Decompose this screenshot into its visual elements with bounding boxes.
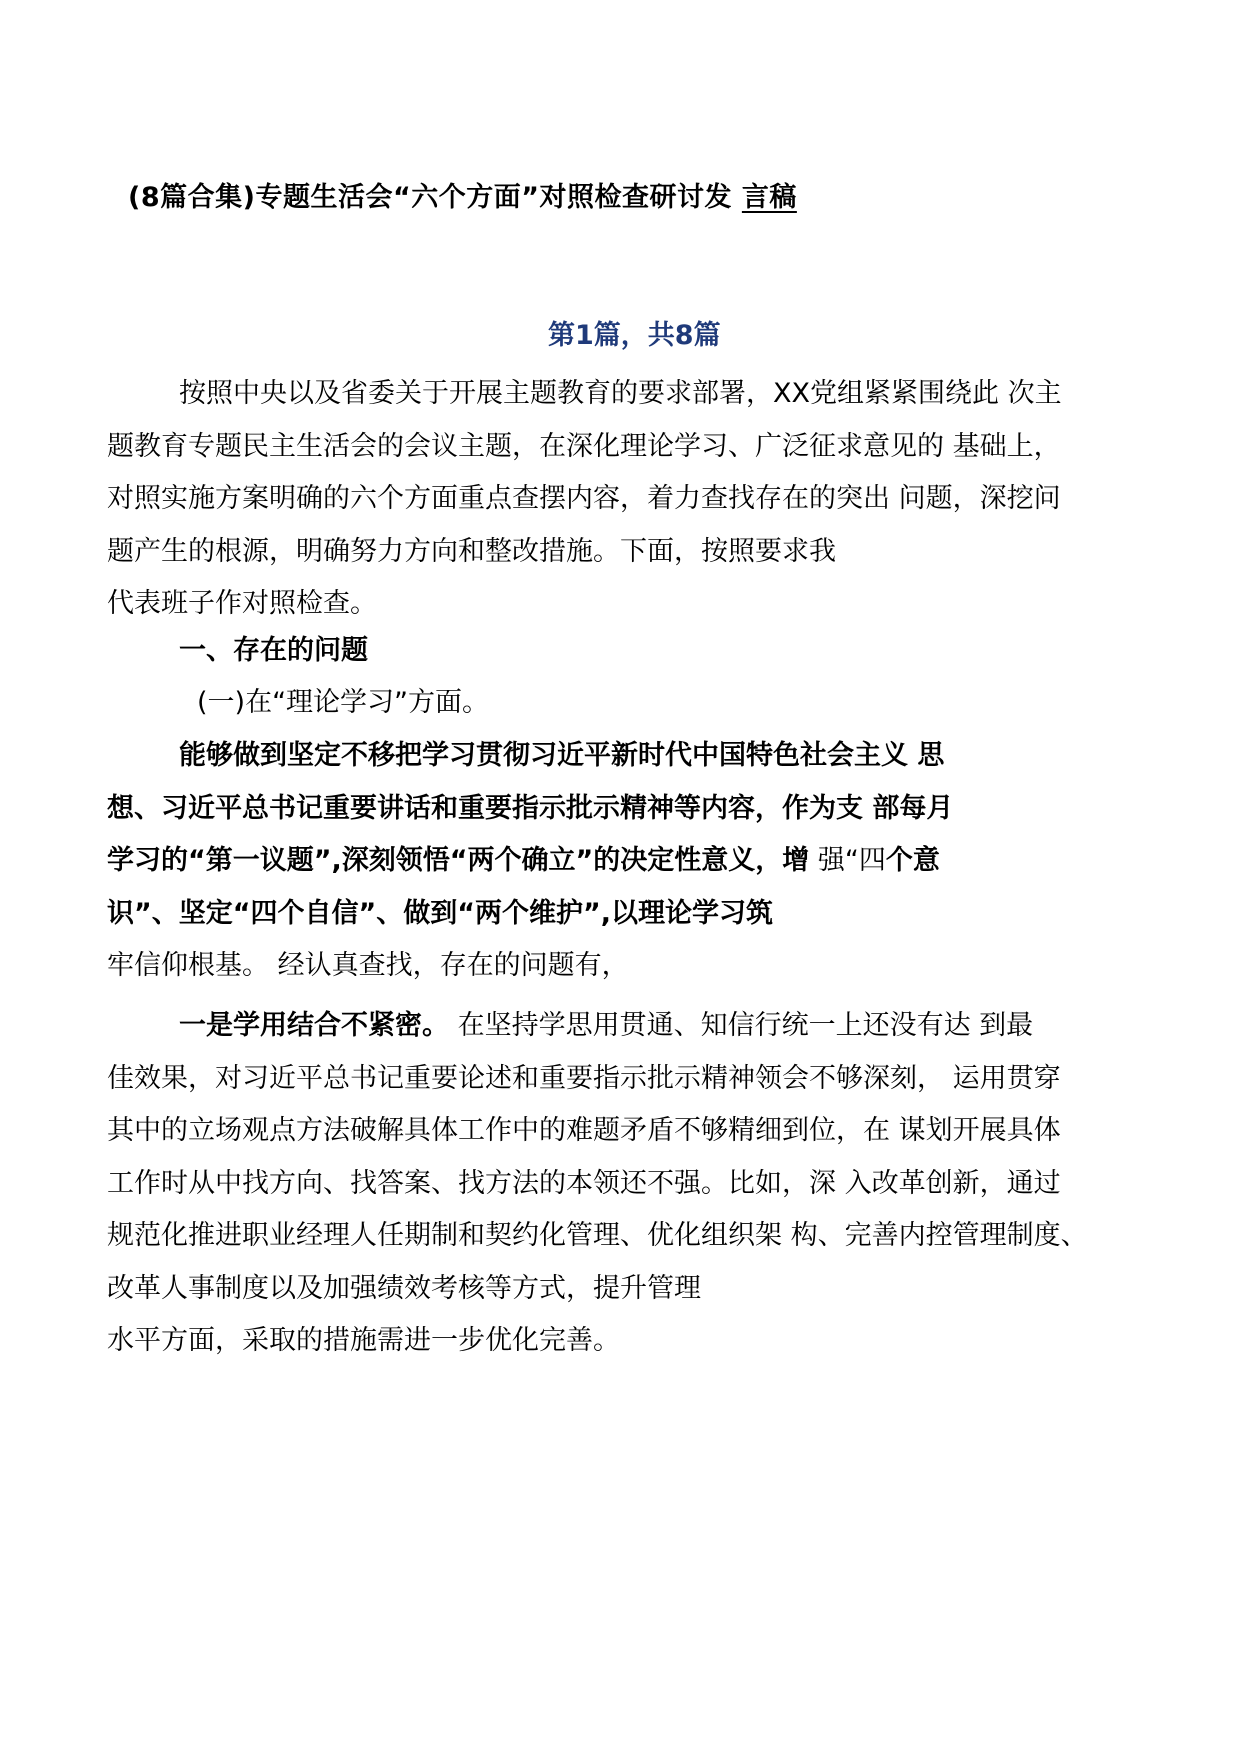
theory-line-bold-part: 学习的“第一议题”,深刻领悟“两个确立”的决定性意义，增 [107,845,810,876]
document-title [128,180,797,216]
theory-line: 能够做到坚定不移把学习贯彻习近平新时代中国特色社会主义 思 [179,740,945,771]
intro-line: 题产生的根源，明确努力方向和整改措施。下面，按照要求我 [107,535,836,567]
subsection-heading: (一)在“理论学习”方面。 [197,687,490,718]
theory-line: 想、习近平总书记重要讲话和重要指示批示精神等内容，作为支 部每月 [107,792,954,824]
section-heading: 一、存在的问题 [179,635,368,666]
problem-line: 水平方面，采取的措施需进一步优化完善。 [107,1325,620,1356]
problem-line: 其中的立场观点方法破解具体工作中的难题矛盾不够精细到位，在 谋划开展具体 [107,1115,1061,1146]
theory-line: 牢信仰根基。 经认真查找，存在的问题有， [107,950,629,981]
problem-line: 佳效果，对习近平总书记重要论述和重要指示批示精神领会不够深刻， 运用贯穿 [107,1062,1061,1094]
document-title-tail: 言稿 [741,182,797,213]
theory-line-mixed [107,835,1147,888]
intro-line: 对照实施方案明确的六个方面重点查摆内容，着力查找存在的突出 问题，深挖问 [107,483,1061,514]
part-heading: 第1篇，共8篇 [548,320,721,351]
intro-line: 按照中央以及省委关于开展主题教育的要求部署，XX党组紧紧围绕此 次主 [179,378,1062,409]
document-title-gap [732,182,742,213]
problem-line: 规范化推进职业经理人任期制和契约化管理、优化组织架 构、完善内控管理制度、 [107,1220,1088,1251]
intro-paragraph [107,368,1147,631]
theory-paragraph [107,730,1147,993]
problem-line: 改革人事制度以及加强绩效考核等方式，提升管理 [107,1272,701,1304]
theory-line-bold-tail: 个意 [885,845,940,876]
intro-line: 代表班子作对照检查。 [107,588,377,619]
intro-line: 题教育专题民主生活会的会议主题，在深化理论学习、广泛征求意见的 基础上， [107,430,1061,462]
problem-lead: 一是学用结合不紧密。 [179,1010,449,1041]
problem-first-rest: 在坚持学思用贯通、知信行统一上还没有达 到最 [449,1010,1034,1041]
theory-line-normal-part: 强“四 [809,845,886,876]
problem-paragraph [107,1000,1147,1368]
section-heading-block [107,625,1147,678]
subsection-heading-block [107,677,1147,730]
document-title-main: (8篇合集)专题生活会“六个方面”对照检查研讨发 [128,182,732,213]
theory-line: 识”、坚定“四个自信”、做到“两个维护”,以理论学习筑 [107,897,773,929]
problem-first-line [107,1000,1147,1053]
problem-line: 工作时从中找方向、找答案、找方法的本领还不强。比如，深 入改革创新，通过 [107,1167,1061,1199]
